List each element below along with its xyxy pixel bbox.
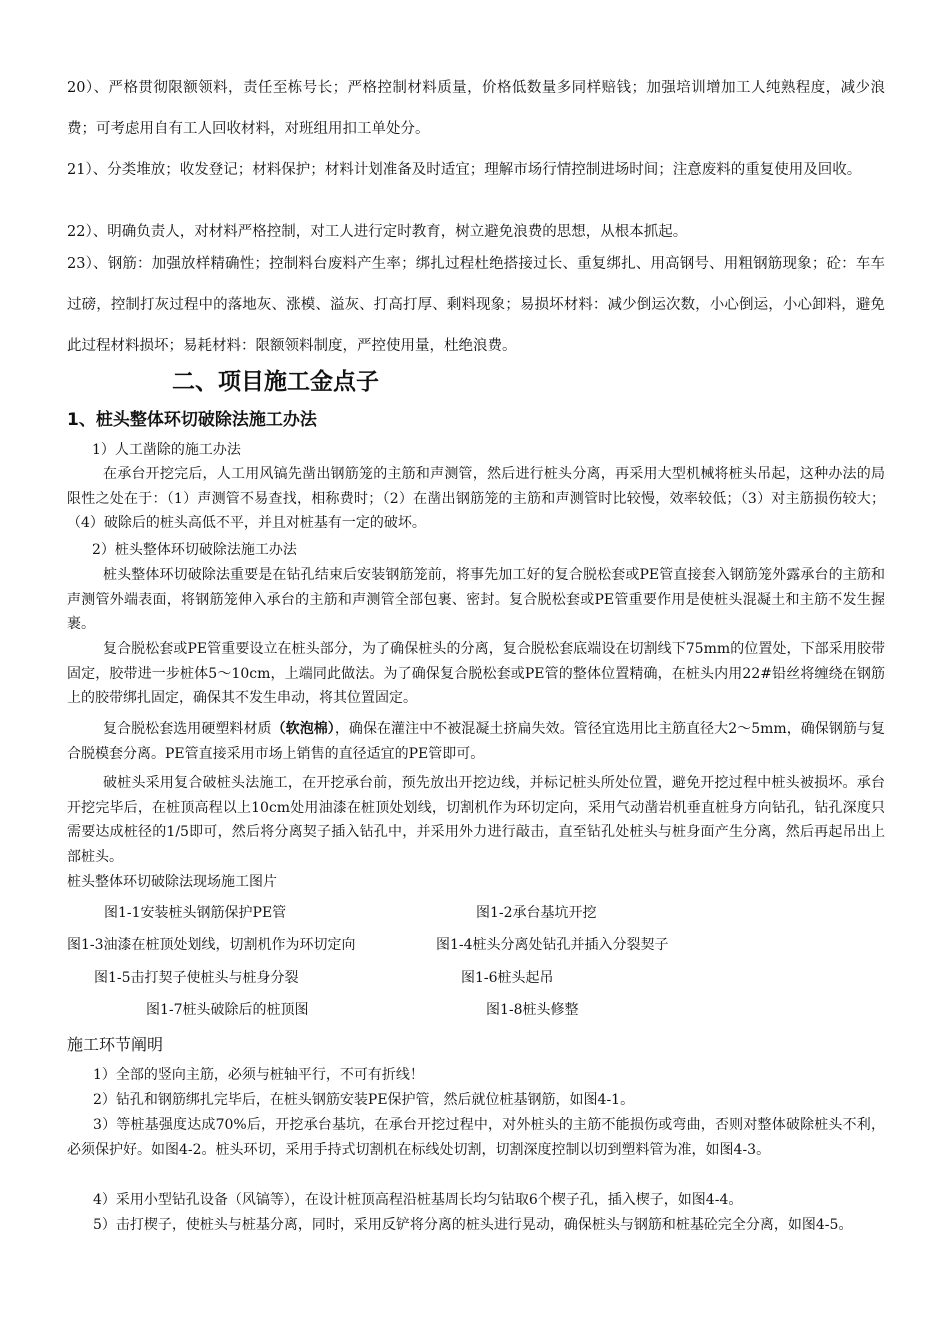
subsection-title: 1、桩头整体环切破除法施工办法 — [67, 410, 317, 430]
step-3: 3）等桩基强度达成70%后，开挖承台基坑，在承台开挖过程中，对外桩头的主筋不能损伤或弯曲，否则对整体破除桩头不利，必须保护好。如图4-2。桩头环切，采用手持式切割机在标线处切割，切割深度控制以切到塑料管为准，如图4-3。 — [67, 1117, 885, 1158]
ring-cut-paragraph-3 — [67, 717, 885, 766]
manual-heading: 1）人工凿除的施工办法 — [92, 442, 241, 458]
figure-caption-1-1: 图1-1安装桩头钢筋保护PE管 — [104, 905, 287, 921]
ring-cut-p3-start: 复合脱松套选用硬塑料材质 — [103, 721, 272, 737]
steps-title: 施工环节阐明 — [67, 1035, 164, 1054]
tip-23: 23）、钢筋：加强放样精确性；控制料台废料产生率；绑扎过程杜绝搭接过长、重复绑扎、用高钢号、用粗钢筋现象；砼：车车过磅，控制打灰过程中的落地灰、涨模、溢灰、打高打厚、剩料现象；易损坏材料：减少倒运次数，小心倒运，小心卸料，避免此过程材料损坏；易耗材料：限额领料制度，严控使用量，杜绝浪费。 — [67, 256, 885, 354]
ring-cut-heading: 2）桩头整体环切破除法施工办法 — [92, 542, 297, 558]
photo-section-label: 桩头整体环切破除法现场施工图片 — [67, 874, 277, 890]
tip-20: 20）、严格贯彻限额领料，责任至栋号长；严格控制材料质量，价格低数量多同样赔钱；加强培训增加工人纯熟程度，减少浪费；可考虑用自有工人回收材料，对班组用扣工单处分。 — [67, 80, 885, 137]
ring-cut-paragraph-1: 桩头整体环切破除法重要是在钻孔结束后安装钢筋笼前，将事先加工好的复合脱松套或PE管直接套入钢筋笼外露承台的主筋和声测管外端表面，将钢筋笼伸入承台的主筋和声测管全部包裹、密封。复合脱松套或PE管重要作用是使桩头混凝土和主筋不发生握裹。 — [67, 567, 885, 632]
ring-cut-p3-end: ，确保在灌注中不被混凝土挤扁失效。管径宜选用比主筋直径大2～5mm，确保钢筋与复合脱模套分离。PE管直接采用市场上销售的直径适宜的PE管即可。 — [67, 721, 886, 762]
tip-21: 21）、分类堆放；收发登记；材料保护；材料计划准备及时适宜；理解市场行情控制进场时间；注意废料的重复使用及回收。 — [67, 162, 862, 178]
ring-cut-paragraph-2: 复合脱松套或PE管重要设立在桩头部分，为了确保桩头的分离，复合脱松套底端设在切割线下75mm的位置处，下部采用胶带固定，胶带进一步桩体5～10cm，上端同此做法。为了确保复合脱松套或PE管的整体位置精确，在桩头内用22#铅丝将缠绕在钢筋上的胶带绑扎固定，确保其不发生串动，将其位置固定。 — [67, 641, 885, 706]
step-4: 4）采用小型钻孔设备（风镐等），在设计桩顶高程沿桩基周长均匀钻取6个楔子孔，插入楔子，如图4-4。 — [93, 1192, 743, 1208]
figure-caption-1-3: 图1-3油漆在桩顶处划线，切割机作为环切定向 — [67, 937, 356, 953]
section-title: 二、项目施工金点子 — [172, 369, 379, 395]
figure-caption-1-7: 图1-7桩头破除后的桩顶图 — [146, 1002, 309, 1018]
step-1: 1）全部的竖向主筋，必须与桩轴平行，不可有折线！ — [93, 1067, 424, 1083]
figure-caption-1-8: 图1-8桩头修整 — [486, 1002, 579, 1018]
figure-caption-1-5: 图1-5击打契子使桩头与桩身分裂 — [94, 970, 299, 986]
ring-cut-p3-bold: （软泡棉） — [271, 721, 335, 737]
tip-22: 22）、明确负责人，对材料严格控制，对工人进行定时教育，树立避免浪费的思想，从根本抓起。 — [67, 224, 688, 240]
step-2: 2）钻孔和钢筋绑扎完毕后，在桩头钢筋安装PE保护管，然后就位桩基钢筋，如图4-1。 — [93, 1092, 635, 1108]
figure-caption-1-4: 图1-4桩头分离处钻孔并插入分裂契子 — [436, 937, 669, 953]
ring-cut-paragraph-4: 破桩头采用复合破桩头法施工，在开挖承台前，预先放出开挖边线，并标记桩头所处位置，避免开挖过程中桩头被损坏。承台开挖完毕后，在桩顶高程以上10cm处用油漆在桩顶处划线，切割机作为环切定向，采用气动凿岩机垂直桩身方向钻孔，钻孔深度只需要达成桩径的1/5即可，然后将分离契子插入钻孔中，并采用外力进行敲击，直至钻孔处桩头与桩身面产生分离，然后再起吊出上部桩头。 — [67, 775, 885, 865]
figure-caption-1-6: 图1-6桩头起吊 — [461, 970, 554, 986]
manual-paragraph: 在承台开挖完后，人工用风镐先凿出钢筋笼的主筋和声测管，然后进行桩头分离，再采用大型机械将桩头吊起，这种办法的局限性之处在于：（1）声测管不易查找，相称费时；（2）在凿出钢筋笼的主筋和声测管时比较慢，效率较低；（3）对主筋损伤较大；（4）破除后的桩头高低不平，并且对桩基有一定的破坏。 — [67, 466, 885, 531]
figure-caption-1-2: 图1-2承台基坑开挖 — [476, 905, 597, 921]
step-5: 5）击打楔子，使桩头与桩基分离，同时，采用反铲将分离的桩头进行晃动，确保桩头与钢筋和桩基砼完全分离，如图4-5。 — [93, 1217, 853, 1233]
